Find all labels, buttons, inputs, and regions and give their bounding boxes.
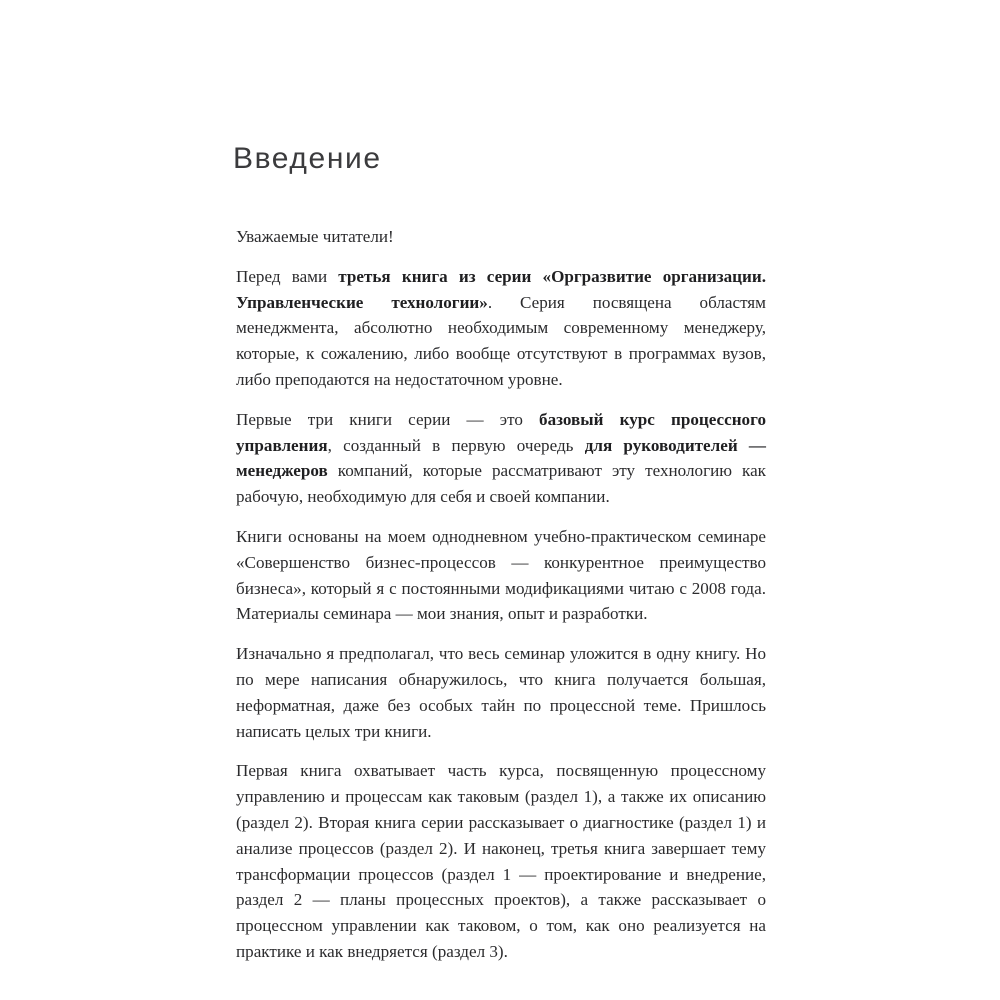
text-run: Изначально я предполагал, что весь семинар уложится в одну книгу. Но по мере написания обнаружилось, что книга получается большая, неформатная, даже без особых тайн по процессной теме. Пришлось написать целых три книги. [236, 644, 766, 741]
text-run: компаний, которые рассматривают эту технологию как рабочую, необходимую для себя и своей компании. [236, 461, 766, 507]
text-run: Первые три книги серии — это [236, 409, 540, 429]
text-run: Уважаемые читатели! [236, 227, 394, 246]
text-run-bold: базовый курс процессного управления [236, 409, 766, 455]
text-run: . Серия посвящена областям менеджмента, абсолютно необходимым современному менеджеру, которые, к сожалению, либо вообще отсутствуют в программах вузов, либо преподаются на недостаточном уровне. [236, 292, 766, 389]
body-text-column [236, 224, 766, 965]
paragraph-three-books [236, 641, 766, 744]
paragraph-base-course [236, 407, 766, 510]
paragraph-series-intro [236, 264, 766, 393]
text-run: , созданный в первую очередь [327, 435, 585, 455]
text-run-bold: третья книга из серии «Оргразвитие организации. Управленческие технологии» [236, 266, 766, 312]
paragraph-seminar-basis [236, 524, 766, 627]
paragraph-book-structure [236, 758, 766, 964]
text-run: Первая книга охватывает часть курса, посвященную процессному управлению и процессам как таковым (раздел 1), а также их описанию (раздел 2). Вторая книга серии рассказывает о диагностике (раздел 1) и анализе процессов (раздел 2). И наконец, третья книга завершает тему трансформации процессов (раздел 1 — проектирование и внедрение, раздел 2 — планы процессных проектов), а также рассказывает о процессном управлении как таковом, о том, как оно реализуется на практике и как внедряется (раздел 3). [236, 761, 766, 961]
paragraph-greeting [236, 224, 766, 250]
text-run-bold: для руководителей — менеджеров [236, 435, 767, 481]
page-title: Введение [233, 142, 382, 176]
text-run: Книги основаны на моем однодневном учебно-практическом семинаре «Совершенство бизнес-процессов — конкурентное преимущество бизнеса», который я с постоянными модификациями читаю с 2008 года. Материалы семинара — мои знания, опыт и разработки. [236, 526, 766, 624]
text-run: Перед вами [236, 266, 339, 286]
